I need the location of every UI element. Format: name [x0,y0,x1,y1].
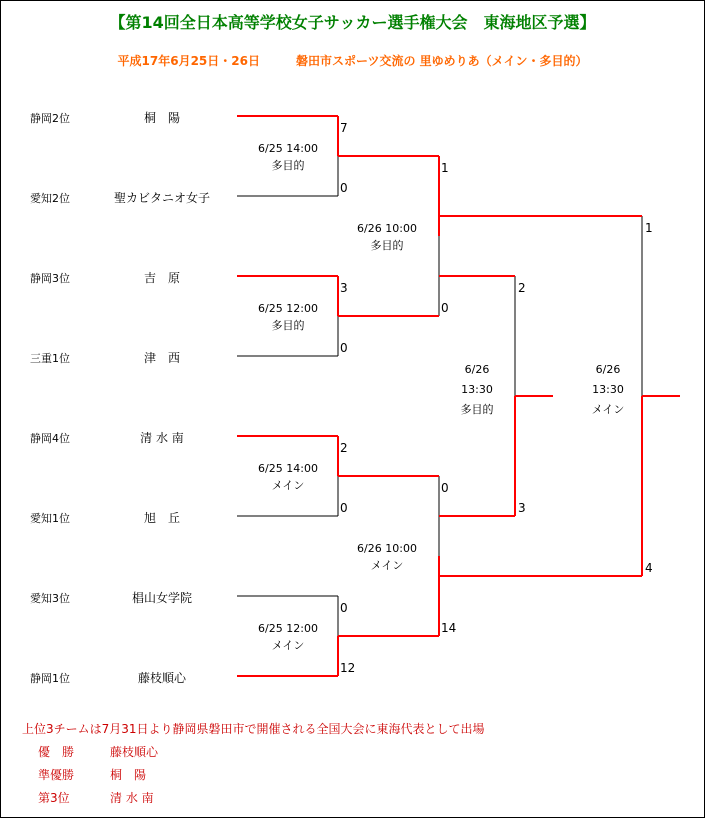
match-score: 7 [340,121,348,135]
match-date: 6/26 10:00 [357,542,417,555]
match-venue: メイン [591,403,625,416]
team-pref: 静岡2位 [30,112,70,125]
team-pref: 静岡4位 [30,432,70,445]
match-date: 6/26 [595,363,621,376]
match-info [563,360,653,420]
match-venue: メイン [271,639,305,652]
match-score: 2 [518,281,526,295]
match-info [432,360,522,420]
result-team: 桐 陽 [110,768,147,782]
match-info [243,140,333,174]
team-pref: 三重1位 [30,352,70,365]
result-team: 藤枝順心 [110,745,159,759]
match-score: 0 [441,481,449,495]
match-info [243,300,333,334]
match-venue: 多目的 [370,239,404,252]
result-label: 第3位 [38,791,70,805]
match-score: 0 [340,181,348,195]
match-score: 0 [340,601,348,615]
result-label: 優 勝 [38,745,75,759]
match-venue: 多目的 [271,159,305,172]
team-name: 桐 陽 [143,111,180,125]
match-venue: メイン [271,479,305,492]
team-pref: 愛知2位 [30,192,70,205]
match-score: 0 [340,341,348,355]
match-venue: 多目的 [460,403,494,416]
team-name: 清 水 南 [140,431,184,445]
match-info [342,220,432,254]
match-info [243,620,333,654]
team-pref: 静岡3位 [30,272,70,285]
match-date: 6/25 14:00 [258,142,318,155]
result-label: 準優勝 [38,768,75,782]
team-name: 藤枝順心 [137,671,186,685]
match-date: 6/26 10:00 [357,222,417,235]
match-date: 6/25 12:00 [258,622,318,635]
team-name: 旭 丘 [143,511,180,525]
match-date: 6/25 14:00 [258,462,318,475]
match-date: 6/26 [464,363,490,376]
page-title: 【第14回全日本高等学校女子サッカー選手権大会 東海地区予選】 [109,13,596,32]
match-score: 0 [340,501,348,515]
result-team: 清 水 南 [110,791,154,805]
match-score: 1 [645,221,653,235]
match-score: 0 [441,301,449,315]
qualification-note: 上位3チームは7月31日より静岡県磐田市で開催される全国大会に東海代表として出場 [22,722,485,736]
match-time: 13:30 [592,383,624,396]
team-name: 聖カビタニオ女子 [113,191,210,205]
match-score: 3 [340,281,348,295]
team-pref: 愛知1位 [30,512,70,525]
match-score: 4 [645,561,653,575]
team-pref: 愛知3位 [30,592,70,605]
team-name: 椙山女学院 [131,591,192,605]
match-score: 1 [441,161,449,175]
team-name: 津 西 [143,351,180,365]
match-info [342,540,432,574]
match-score: 3 [518,501,526,515]
match-venue: 多目的 [271,319,305,332]
match-info [243,460,333,494]
match-score: 2 [340,441,348,455]
team-name: 吉 原 [143,271,180,285]
match-score: 14 [441,621,457,635]
match-venue: メイン [370,559,404,572]
page-subtitle: 平成17年6月25日・26日 磐田市スポーツ交流の 里ゆめりあ（メイン・多目的） [117,54,588,68]
team-pref: 静岡1位 [30,672,70,685]
match-time: 13:30 [461,383,493,396]
match-date: 6/25 12:00 [258,302,318,315]
match-score: 12 [340,661,356,675]
